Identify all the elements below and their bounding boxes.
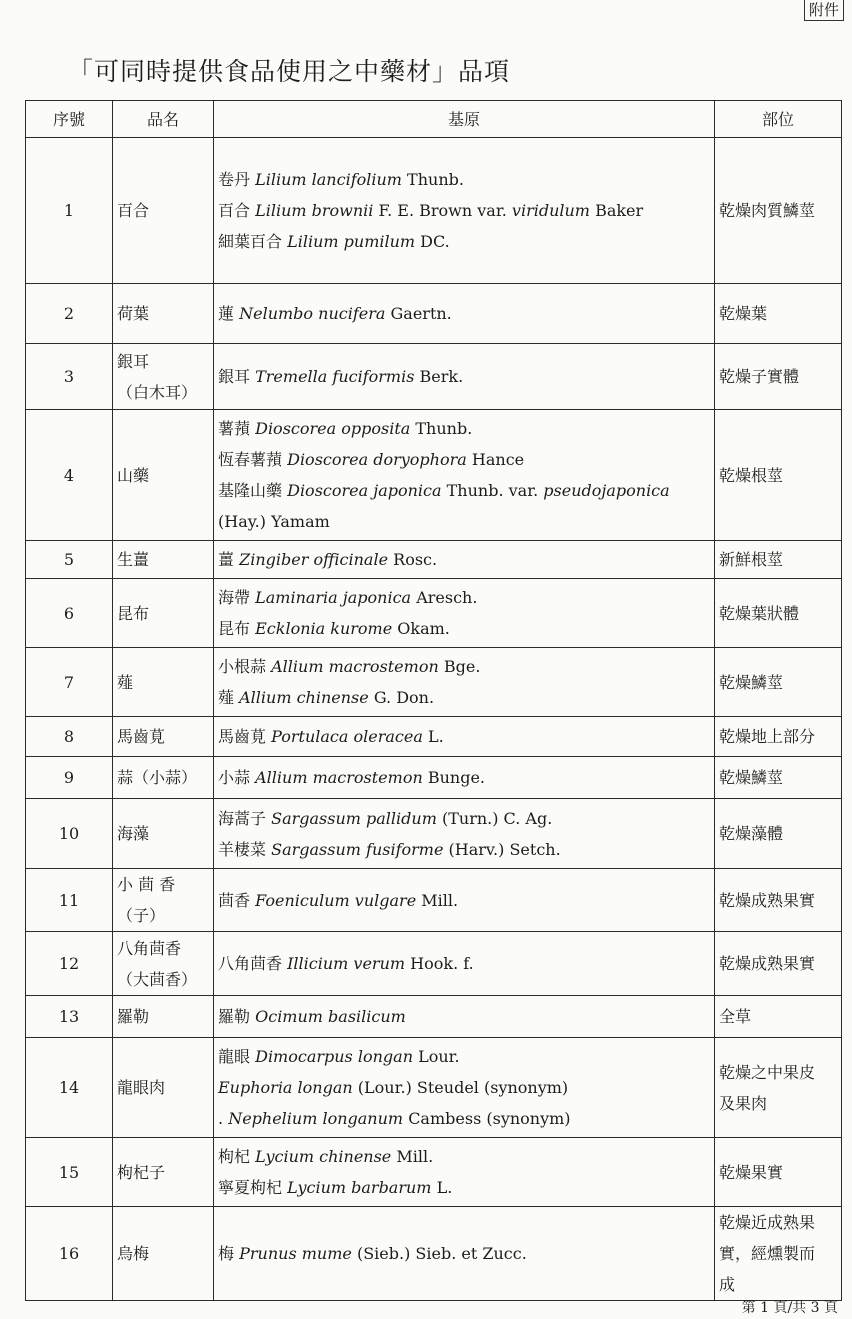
botanical-source: [214, 932, 715, 996]
botanical-source: [214, 757, 715, 799]
source-chinese-name: 海蒿子: [218, 808, 267, 828]
source-line: [218, 803, 710, 834]
author-citation: L.: [427, 727, 444, 746]
source-line: [218, 298, 710, 329]
herb-name: 生薑: [113, 541, 214, 579]
botanical-source: [214, 996, 715, 1038]
species-name: Lilium brownii: [255, 201, 374, 220]
table-header-row: [26, 101, 842, 138]
row-number: 1: [26, 138, 113, 284]
source-line: [218, 834, 710, 865]
species-name: Ocimum basilicum: [255, 1007, 406, 1026]
herb-name: 羅勒: [113, 996, 214, 1038]
variety-name: pseudojaponica: [543, 481, 670, 500]
source-chinese-name: 卷丹: [218, 170, 251, 189]
source-chinese-name: 小蒜: [218, 768, 251, 787]
source-chinese-name: 枸杞: [218, 1147, 251, 1166]
row-number: 4: [26, 410, 113, 541]
source-line: [218, 544, 710, 575]
botanical-source: [214, 869, 715, 932]
plant-part: 乾燥之中果皮 及果肉: [715, 1038, 842, 1138]
table-row: [26, 344, 842, 410]
author-citation: Hance: [471, 450, 525, 469]
species-name: Laminaria japonica: [255, 588, 412, 607]
author-citation: Thunb.: [407, 170, 464, 189]
source-chinese-name: 羅勒: [218, 1007, 251, 1026]
source-chinese-name: 銀耳: [218, 367, 251, 386]
species-name: Lycium chinense: [255, 1147, 392, 1166]
herb-name: 馬齒莧: [113, 717, 214, 757]
plant-part: 新鮮根莖: [715, 541, 842, 579]
source-line: [218, 885, 710, 916]
row-number: 9: [26, 757, 113, 799]
source-line: [218, 1172, 710, 1203]
plant-part: 乾燥葉狀體: [715, 579, 842, 648]
table-body: [26, 138, 842, 1301]
table-row: [26, 757, 842, 799]
species-name: Dioscorea doryophora: [287, 450, 467, 469]
species-name: Sargassum pallidum: [271, 808, 437, 828]
herb-name: 昆布: [113, 579, 214, 648]
source-chinese-name: 小根蒜: [218, 657, 267, 676]
herb-name: 薤: [113, 648, 214, 717]
botanical-source: [214, 1038, 715, 1138]
author-citation: Mill.: [396, 1147, 434, 1166]
species-name: Dioscorea opposita: [255, 419, 411, 438]
source-line: [218, 651, 710, 682]
species-name: Foeniculum vulgare: [255, 890, 417, 910]
source-chinese-name: 昆布: [218, 619, 251, 638]
variety-name: viridulum: [511, 201, 590, 220]
botanical-source: [214, 138, 715, 284]
botanical-source: [214, 541, 715, 579]
plant-part: 乾燥藻體: [715, 799, 842, 869]
table-row: [26, 410, 842, 541]
source-line: [218, 413, 710, 444]
source-line: [218, 582, 710, 613]
source-chinese-name: 馬齒莧: [218, 727, 267, 746]
herb-name: 銀耳 （白木耳）: [113, 344, 214, 410]
species-name: Tremella fuciformis: [255, 367, 415, 386]
row-number: 10: [26, 799, 113, 869]
botanical-source: [214, 579, 715, 648]
source-chinese-name: 海帶: [218, 588, 251, 607]
species-name: Nelumbo nucifera: [239, 304, 386, 323]
table-row: [26, 579, 842, 648]
botanical-source: [214, 284, 715, 344]
source-chinese-name: 恆春薯蕷: [218, 450, 283, 469]
author-citation: (Turn.) C. Ag.: [441, 808, 553, 828]
herb-name: 枸杞子: [113, 1138, 214, 1207]
table-row: [26, 1138, 842, 1207]
plant-part: 乾燥近成熟果 實，經燻製而 成: [715, 1207, 842, 1301]
header-part: 部位: [715, 101, 842, 138]
botanical-source: [214, 1207, 715, 1301]
plant-part: 乾燥成熟果實: [715, 869, 842, 932]
species-name: Illicium verum: [287, 954, 406, 973]
source-chinese-name: 蓮: [218, 304, 235, 323]
author-citation: (Harv.) Setch.: [448, 839, 561, 859]
species-name: Euphoria longan: [218, 1078, 353, 1097]
source-line: [218, 613, 710, 644]
species-name: Dimocarpus longan: [255, 1047, 413, 1066]
species-name: Portulaca oleracea: [271, 727, 423, 746]
row-number: 14: [26, 1038, 113, 1138]
row-number: 5: [26, 541, 113, 579]
header-name: 品名: [113, 101, 214, 138]
source-chinese-name: 細葉百合: [218, 232, 283, 251]
row-number: 7: [26, 648, 113, 717]
species-name: Lycium barbarum: [287, 1178, 432, 1197]
herb-table: [25, 100, 842, 1301]
source-line: [218, 948, 710, 979]
source-line: [218, 1072, 710, 1103]
plant-part: 乾燥葉: [715, 284, 842, 344]
species-name: Allium macrostemon: [255, 768, 423, 787]
table-row: [26, 1207, 842, 1301]
botanical-source: [214, 344, 715, 410]
source-chinese-name: 薯蕷: [218, 419, 251, 438]
author-citation: G. Don.: [373, 688, 435, 707]
author-citation: Bunge.: [427, 768, 486, 787]
species-name: Prunus mume: [239, 1244, 352, 1263]
herb-name: 龍眼肉: [113, 1038, 214, 1138]
source-chinese-name: .: [218, 1109, 224, 1128]
botanical-source: [214, 717, 715, 757]
table-row: [26, 932, 842, 996]
species-name: Dioscorea japonica: [287, 481, 442, 500]
table-row: [26, 869, 842, 932]
species-name: Allium macrostemon: [271, 657, 439, 676]
source-line: [218, 1103, 710, 1134]
page-number: 第 1 頁/共 3 頁: [741, 1300, 838, 1316]
plant-part: 全草: [715, 996, 842, 1038]
species-name: Nephelium longanum: [228, 1109, 404, 1128]
row-number: 15: [26, 1138, 113, 1207]
plant-part: 乾燥地上部分: [715, 717, 842, 757]
row-number: 12: [26, 932, 113, 996]
source-chinese-name: 基隆山藥: [218, 481, 283, 500]
table-row: [26, 996, 842, 1038]
row-number: 3: [26, 344, 113, 410]
herb-name: 百合: [113, 138, 214, 284]
author-citation: Cambess (synonym): [408, 1109, 571, 1128]
author-citation: Rosc.: [393, 550, 438, 569]
author-citation: L.: [436, 1178, 453, 1197]
source-chinese-name: 薤: [218, 688, 235, 707]
herb-name: 海藻: [113, 799, 214, 869]
source-line: [218, 721, 710, 752]
plant-part: 乾燥肉質鱗莖: [715, 138, 842, 284]
source-line: [218, 1238, 710, 1269]
herb-name: 蒜（小蒜）: [113, 757, 214, 799]
author-citation: Hook. f.: [410, 954, 474, 973]
botanical-source: [214, 799, 715, 869]
plant-part: 乾燥成熟果實: [715, 932, 842, 996]
author-citation: F. E. Brown var.: [378, 201, 507, 220]
herb-name: 小 茴 香 （子）: [113, 869, 214, 932]
source-line: [218, 1001, 710, 1032]
document-title: 「可同時提供食品使用之中藥材」品項: [68, 57, 511, 86]
source-chinese-name: 八角茴香: [218, 954, 283, 973]
plant-part: 乾燥鱗莖: [715, 757, 842, 799]
species-name: Lilium pumilum: [287, 232, 416, 251]
variety-author: (Hay.) Yamam: [218, 512, 330, 531]
table-row: [26, 717, 842, 757]
table-row: [26, 799, 842, 869]
table-row: [26, 1038, 842, 1138]
author-citation: Thunb.: [415, 419, 473, 438]
row-number: 16: [26, 1207, 113, 1301]
source-line: [218, 475, 710, 537]
variety-author: Baker: [595, 201, 644, 220]
author-citation: DC.: [420, 232, 450, 251]
source-line: [218, 682, 710, 713]
species-name: Zingiber officinale: [239, 550, 389, 569]
species-name: Lilium lancifolium: [255, 170, 402, 189]
source-line: [218, 762, 710, 793]
plant-part: 乾燥鱗莖: [715, 648, 842, 717]
source-line: [218, 1041, 710, 1072]
herb-name: 山藥: [113, 410, 214, 541]
header-source: 基原: [214, 101, 715, 138]
source-line: [218, 361, 710, 392]
row-number: 8: [26, 717, 113, 757]
author-citation: Bge.: [443, 657, 481, 676]
source-chinese-name: 寧夏枸杞: [218, 1178, 283, 1197]
source-chinese-name: 茴香: [218, 890, 251, 910]
plant-part: 乾燥子實體: [715, 344, 842, 410]
author-citation: Berk.: [419, 367, 464, 386]
species-name: Allium chinense: [239, 688, 369, 707]
source-line: [218, 195, 710, 226]
source-line: [218, 1141, 710, 1172]
source-line: [218, 226, 710, 257]
row-number: 6: [26, 579, 113, 648]
row-number: 13: [26, 996, 113, 1038]
author-citation: (Lour.) Steudel (synonym): [357, 1078, 569, 1097]
author-citation: Gaertn.: [390, 304, 452, 323]
table-row: [26, 648, 842, 717]
table-row: [26, 138, 842, 284]
source-chinese-name: 百合: [218, 201, 251, 220]
row-number: 2: [26, 284, 113, 344]
plant-part: 乾燥果實: [715, 1138, 842, 1207]
author-citation: Mill.: [421, 890, 459, 910]
plant-part: 乾燥根莖: [715, 410, 842, 541]
botanical-source: [214, 1138, 715, 1207]
source-chinese-name: 龍眼: [218, 1047, 251, 1066]
species-name: Sargassum fusiforme: [271, 839, 444, 859]
author-citation: (Sieb.) Sieb. et Zucc.: [356, 1244, 527, 1263]
author-citation: Okam.: [397, 619, 450, 638]
herb-name: 烏梅: [113, 1207, 214, 1301]
author-citation: Aresch.: [416, 588, 478, 607]
table-row: [26, 541, 842, 579]
botanical-source: [214, 648, 715, 717]
herb-name: 八角茴香 （大茴香）: [113, 932, 214, 996]
botanical-source: [214, 410, 715, 541]
attachment-label: 附件: [804, 0, 844, 21]
source-chinese-name: 薑: [218, 550, 235, 569]
author-citation: Lour.: [418, 1047, 460, 1066]
author-citation: Thunb. var.: [446, 481, 539, 500]
source-line: [218, 164, 710, 195]
source-chinese-name: 羊棲菜: [218, 839, 267, 859]
source-chinese-name: 梅: [218, 1244, 235, 1263]
species-name: Ecklonia kurome: [255, 619, 393, 638]
herb-name: 荷葉: [113, 284, 214, 344]
table-row: [26, 284, 842, 344]
row-number: 11: [26, 869, 113, 932]
header-no: 序號: [26, 101, 113, 138]
source-line: [218, 444, 710, 475]
